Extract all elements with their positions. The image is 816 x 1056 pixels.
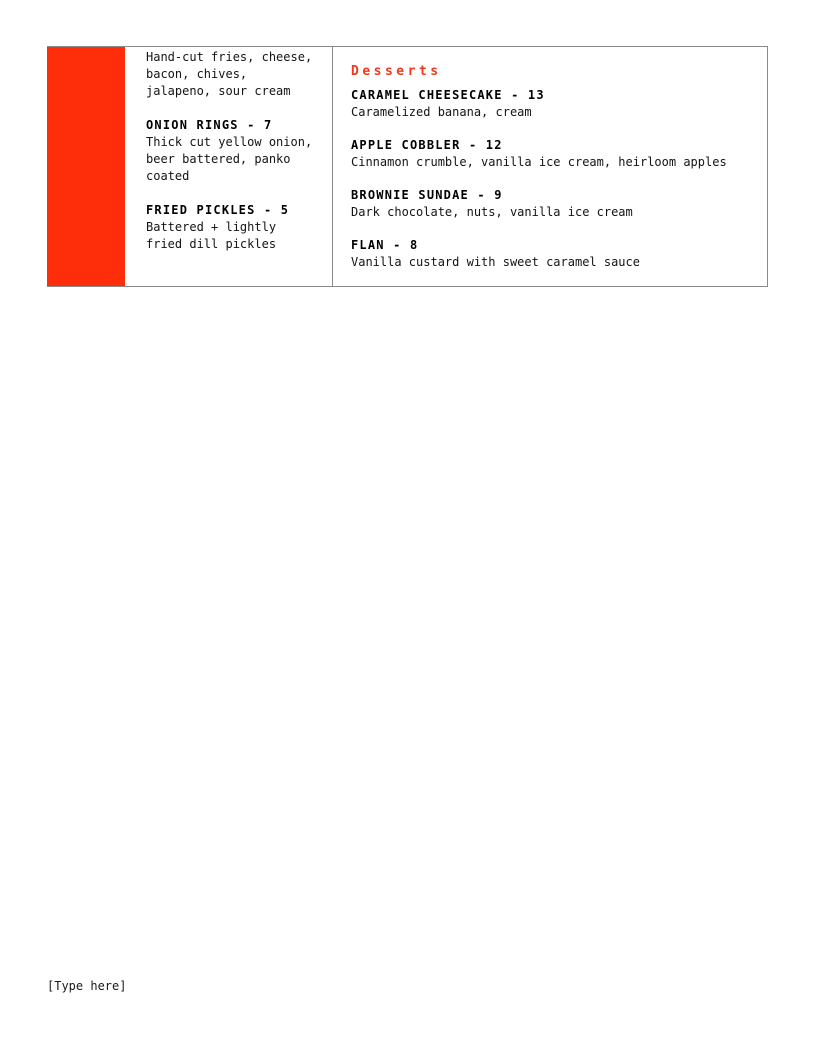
menu-desserts-column bbox=[332, 47, 767, 286]
menu-item-name: FLAN - 8 bbox=[351, 238, 419, 252]
desserts-heading: Desserts bbox=[351, 64, 442, 79]
menu-item-flan bbox=[351, 237, 759, 271]
menu-item-apple-cobbler bbox=[351, 137, 759, 171]
menu-item-name: APPLE COBBLER - 12 bbox=[351, 138, 503, 152]
menu-item-desc-line: coated bbox=[146, 169, 190, 183]
menu-item-name: BROWNIE SUNDAE - 9 bbox=[351, 188, 503, 202]
menu-item-desc: Vanilla custard with sweet caramel sauce bbox=[351, 255, 640, 269]
menu-item-name: CARAMEL CHEESECAKE - 13 bbox=[351, 88, 545, 102]
menu-item-desc: Caramelized banana, cream bbox=[351, 105, 532, 119]
menu-item-loaded-fries-description bbox=[146, 49, 326, 100]
menu-item-fried-pickles bbox=[146, 202, 326, 253]
menu-table bbox=[47, 46, 768, 287]
menu-item-desc-line: jalapeno, sour cream bbox=[146, 84, 291, 98]
menu-item-desc-line: beer battered, panko bbox=[146, 152, 291, 166]
footer-type-here-placeholder[interactable]: [Type here] bbox=[47, 979, 127, 993]
menu-item-brownie-sundae bbox=[351, 187, 759, 221]
menu-item-name: FRIED PICKLES - 5 bbox=[146, 203, 290, 217]
menu-left-column bbox=[125, 47, 332, 286]
red-accent-block bbox=[47, 47, 125, 286]
menu-item-caramel-cheesecake bbox=[351, 87, 759, 121]
menu-item-desc: Cinnamon crumble, vanilla ice cream, heirloom apples bbox=[351, 155, 727, 169]
menu-item-onion-rings bbox=[146, 117, 326, 185]
menu-item-desc-line: Battered + lightly bbox=[146, 220, 277, 234]
menu-item-desc-line: bacon, chives, bbox=[146, 67, 248, 81]
menu-item-desc: Dark chocolate, nuts, vanilla ice cream bbox=[351, 205, 633, 219]
menu-item-desc-line: Hand-cut fries, cheese, bbox=[146, 50, 313, 64]
menu-item-desc-line: fried dill pickles bbox=[146, 237, 277, 251]
menu-item-desc-line: Thick cut yellow onion, bbox=[146, 135, 313, 149]
menu-item-name: ONION RINGS - 7 bbox=[146, 118, 273, 132]
